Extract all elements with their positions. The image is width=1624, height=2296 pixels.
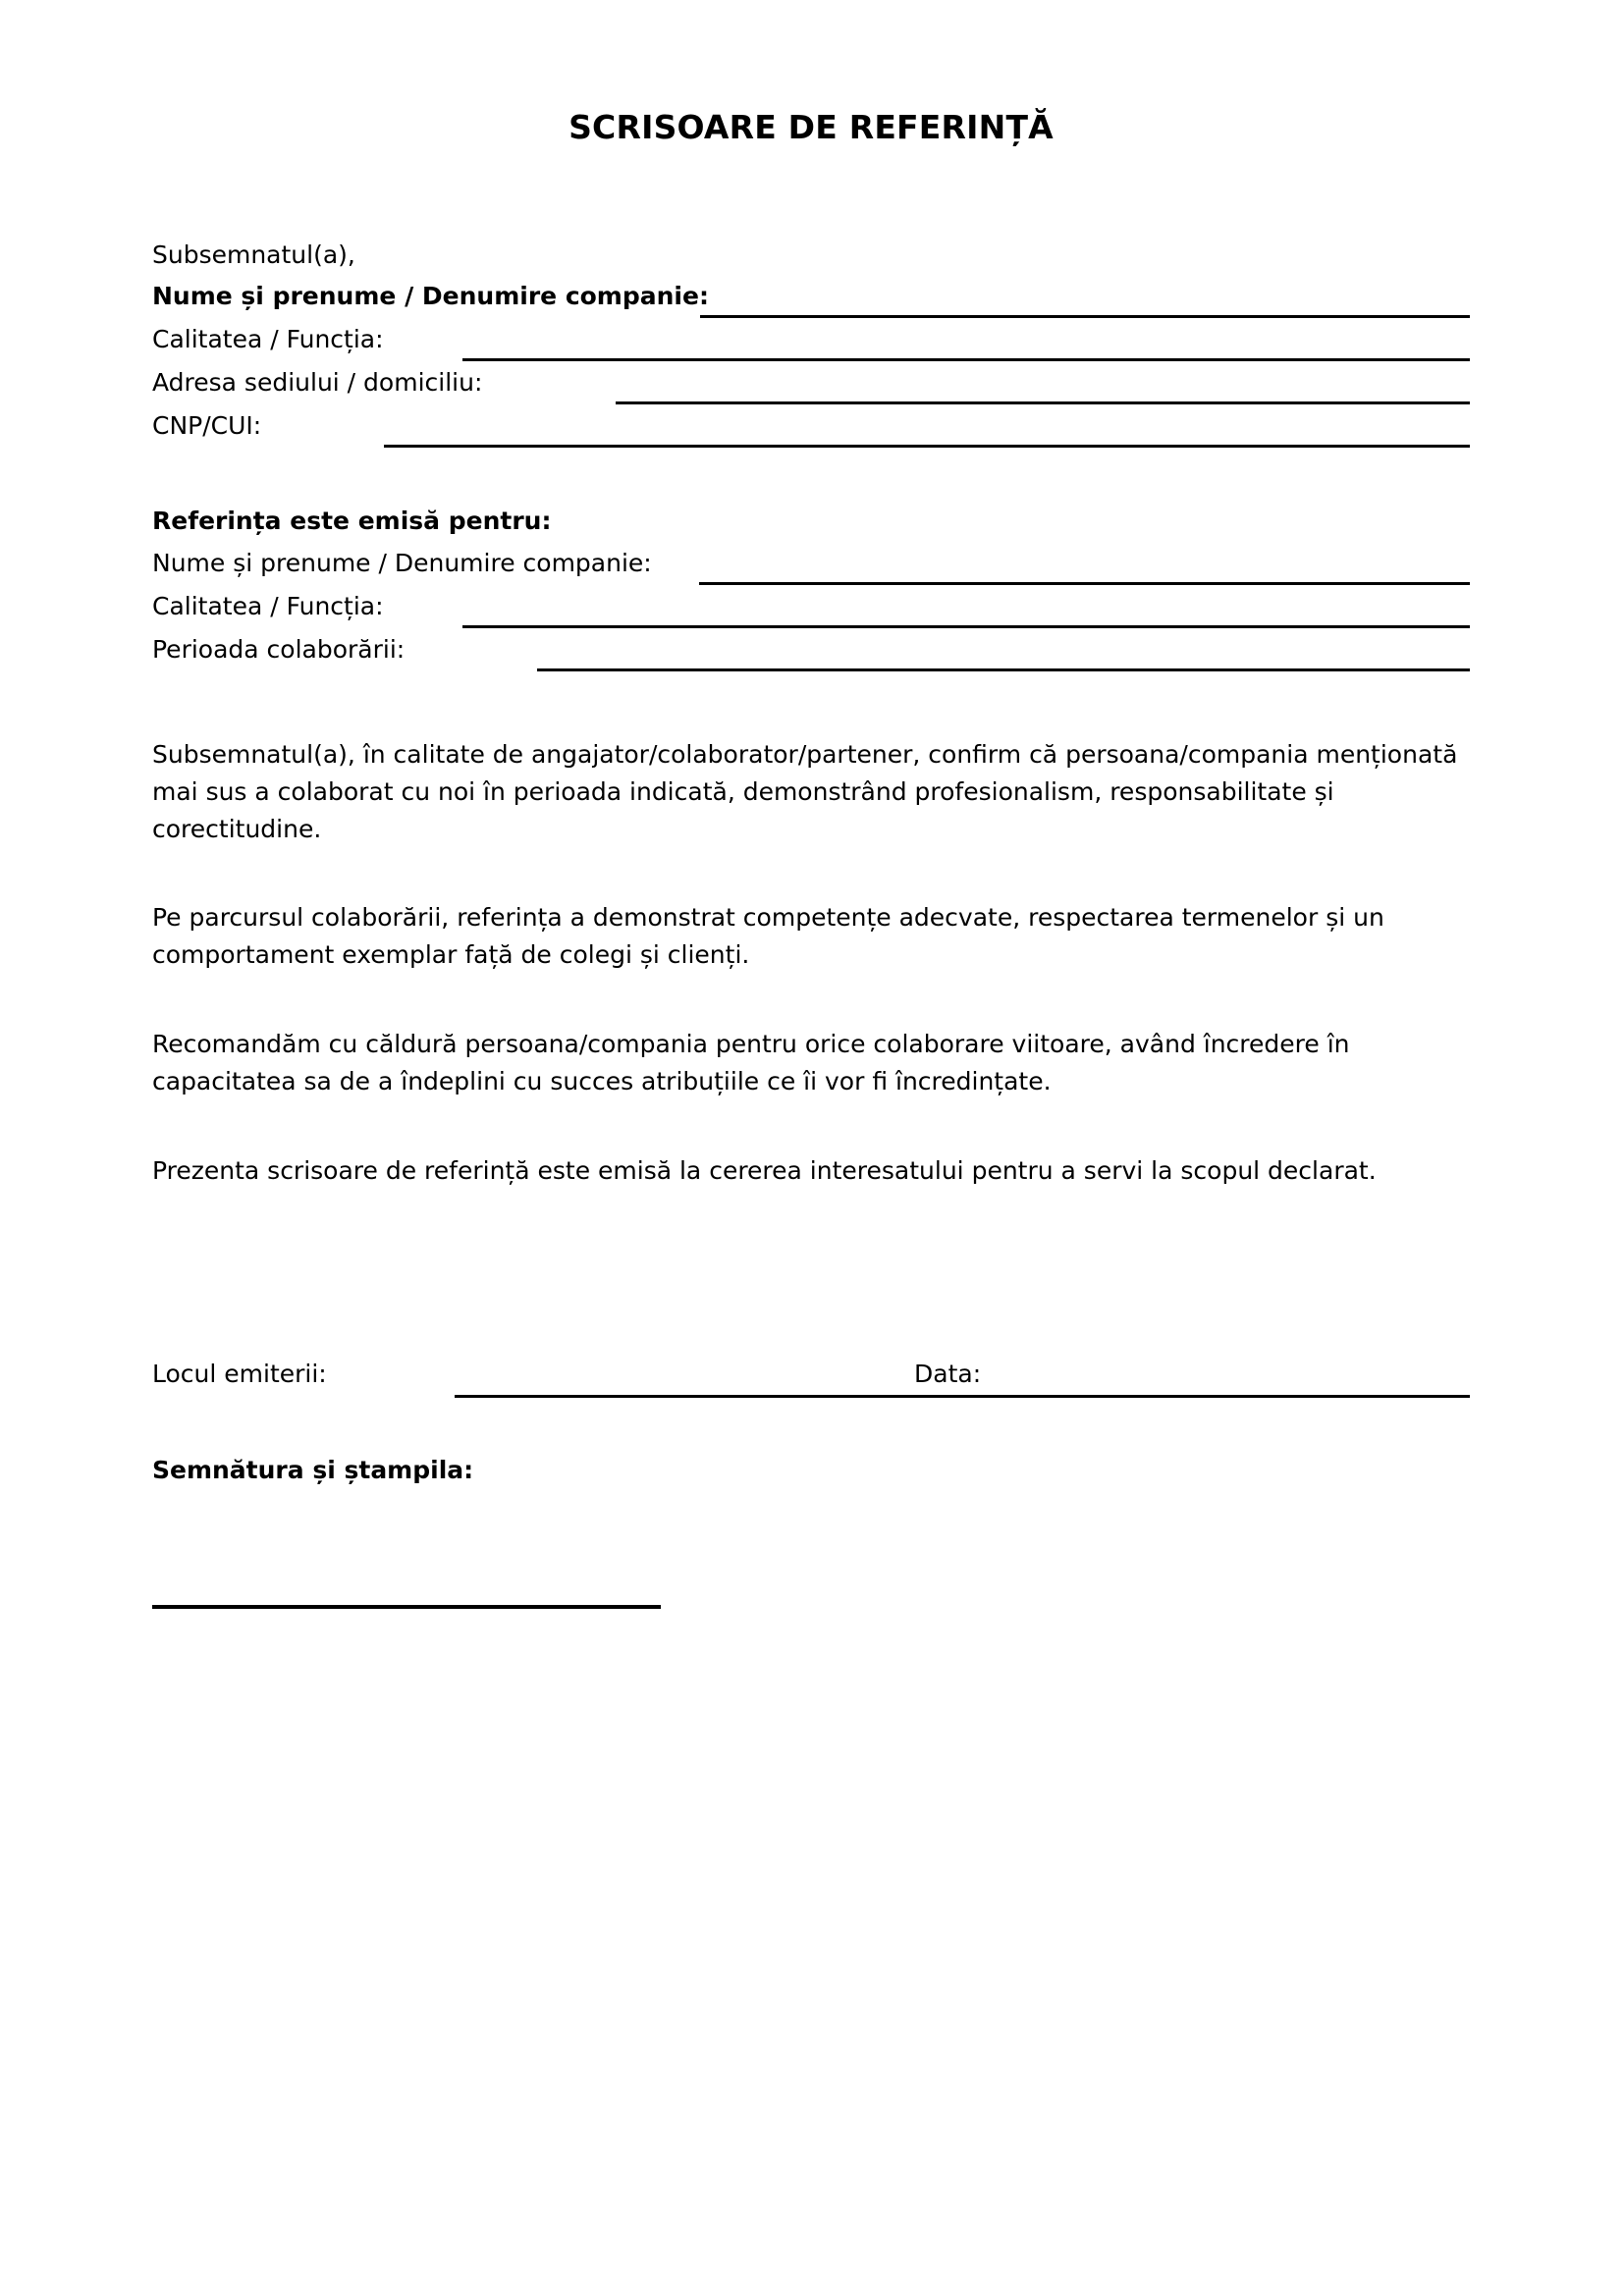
document-content xyxy=(152,0,1470,2296)
body-paragraph-4: Prezenta scrisoare de referință este emisă la cererea interesatului pentru a servi la scopul declarat. xyxy=(152,1156,1377,1185)
issue-place-date-row xyxy=(152,1358,1470,1405)
subject-field-period xyxy=(152,633,1470,676)
subject-field-role-label: Calitatea / Funcția: xyxy=(152,592,384,620)
issuer-field-address-input[interactable] xyxy=(616,401,1470,404)
page-title: SCRISOARE DE REFERINȚĂ xyxy=(568,108,1054,146)
subject-block-heading: Referința este emisă pentru: xyxy=(152,507,552,535)
body-paragraph-1: Subsemnatul(a), în calitate de angajator/colaborator/partener, confirm că persoana/compania menționată mai sus a colaborat cu noi în perioada indicată, demonstrând profesionalism, responsabilitate și corectitudine. xyxy=(152,740,1458,843)
issuer-field-role-input[interactable] xyxy=(462,358,1470,361)
issuer-intro-text: Subsemnatul(a), xyxy=(152,240,355,269)
issuer-field-role xyxy=(152,323,1470,366)
body-paragraph-2: Pe parcursul colaborării, referința a demonstrat competențe adecvate, respectarea termenelor și un comportament exemplar față de colegi și clienți. xyxy=(152,903,1384,969)
issuer-field-name-label: Nume și prenume / Denumire companie: xyxy=(152,282,709,310)
signature-input[interactable] xyxy=(152,1605,661,1609)
subject-field-role-input[interactable] xyxy=(462,625,1470,628)
issue-place-date-input[interactable] xyxy=(455,1395,1470,1398)
issue-place-label: Locul emiterii: xyxy=(152,1360,327,1388)
subject-field-period-label: Perioada colaborării: xyxy=(152,635,406,664)
subject-field-name-input[interactable] xyxy=(699,582,1470,585)
signature-label: Semnătura și ștampila: xyxy=(152,1456,474,1484)
issuer-field-address xyxy=(152,366,1470,409)
issuer-field-cnp-label: CNP/CUI: xyxy=(152,411,262,440)
issuer-field-cnp-input[interactable] xyxy=(384,445,1470,448)
issuer-field-role-label: Calitatea / Funcția: xyxy=(152,325,384,353)
issuer-field-address-label: Adresa sediului / domiciliu: xyxy=(152,368,483,397)
issue-date-label: Data: xyxy=(914,1360,982,1388)
subject-field-role xyxy=(152,590,1470,633)
issuer-field-cnp xyxy=(152,409,1470,453)
issuer-field-name xyxy=(152,280,1470,323)
subject-field-name xyxy=(152,547,1470,590)
subject-field-name-label: Nume și prenume / Denumire companie: xyxy=(152,549,652,577)
body-paragraph-3: Recomandăm cu căldură persoana/compania pentru orice colaborare viitoare, având încredere în capacitatea sa de a îndeplini cu succes atribuțiile ce îi vor fi încredințate. xyxy=(152,1030,1350,1095)
subject-field-period-input[interactable] xyxy=(537,668,1470,671)
issuer-field-name-input[interactable] xyxy=(700,315,1470,318)
